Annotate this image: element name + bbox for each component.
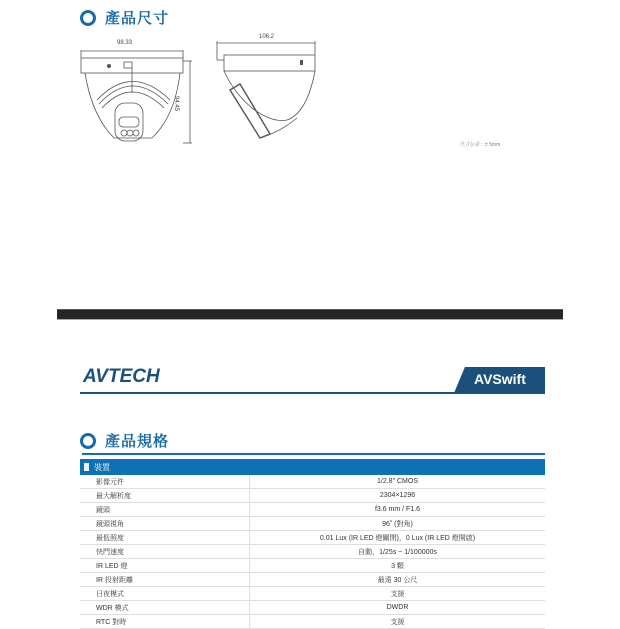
brand-underline — [80, 392, 545, 394]
spec-key: 快門速度 — [80, 545, 250, 559]
table-row — [80, 489, 545, 503]
spec-value: f3.6 mm / F1.6 — [250, 503, 546, 517]
table-row — [80, 531, 545, 545]
spec-value: 最遠 30 公尺 — [250, 573, 546, 587]
dimensions-title: 產品尺寸 — [105, 9, 170, 27]
spec-value: 支援 — [250, 587, 546, 601]
spec-key: 最低照度 — [80, 531, 250, 545]
spec-value: 1/2.8" CMOS — [250, 475, 546, 489]
tolerance-note: 尺寸公差：± 5mm — [460, 142, 501, 148]
spec-key: RTC 對時 — [80, 615, 250, 629]
spec-group-header — [80, 459, 545, 475]
spec-value: 自動，1/25s ~ 1/100000s — [250, 545, 546, 559]
spec-value: 3 顆 — [250, 559, 546, 573]
spec-key: IR LED 燈 — [80, 559, 250, 573]
dimensions-heading — [80, 7, 169, 28]
spec-underline — [82, 453, 545, 455]
spec-value: DWDR — [250, 601, 546, 615]
table-row — [80, 601, 545, 615]
spec-key: WDR 模式 — [80, 601, 250, 615]
table-row — [80, 587, 545, 601]
table-row — [80, 503, 545, 517]
spec-value: 0.01 Lux (IR LED 燈關閉)，0 Lux (IR LED 燈開啟) — [250, 531, 546, 545]
table-row — [80, 517, 545, 531]
document-icon — [84, 463, 89, 471]
page-divider — [57, 309, 563, 320]
group-header-label: 裝置 — [94, 462, 110, 472]
avtech-logo: AVTECH — [83, 366, 160, 387]
spec-key: 影像元件 — [80, 475, 250, 489]
spec-key: IR 投射距離 — [80, 573, 250, 587]
spec-value: 支援 — [250, 615, 546, 629]
spec-key: 鏡頭視角 — [80, 517, 250, 531]
spec-heading — [80, 430, 169, 451]
table-row — [80, 559, 545, 573]
spec-table — [80, 459, 545, 629]
spec-key: 鏡頭 — [80, 503, 250, 517]
bullet-icon — [80, 10, 96, 26]
table-row — [80, 573, 545, 587]
table-row — [80, 475, 545, 489]
table-row — [80, 615, 545, 629]
bullet-icon — [80, 433, 96, 449]
spec-value: 96˚ (對角) — [250, 517, 546, 531]
camera-front-view-drawing — [72, 38, 202, 158]
spec-value: 2304×1296 — [250, 489, 546, 503]
spec-title: 產品規格 — [105, 432, 170, 450]
spec-key: 最大解析度 — [80, 489, 250, 503]
table-row — [80, 545, 545, 559]
front-width-label: 98.33 — [117, 40, 133, 46]
side-width-label: 106.2 — [259, 34, 275, 40]
front-height-label: 94.45 — [173, 96, 179, 112]
camera-side-view-drawing — [212, 38, 332, 148]
spec-key: 日夜模式 — [80, 587, 250, 601]
avswift-logo: AVSwift — [474, 371, 526, 387]
